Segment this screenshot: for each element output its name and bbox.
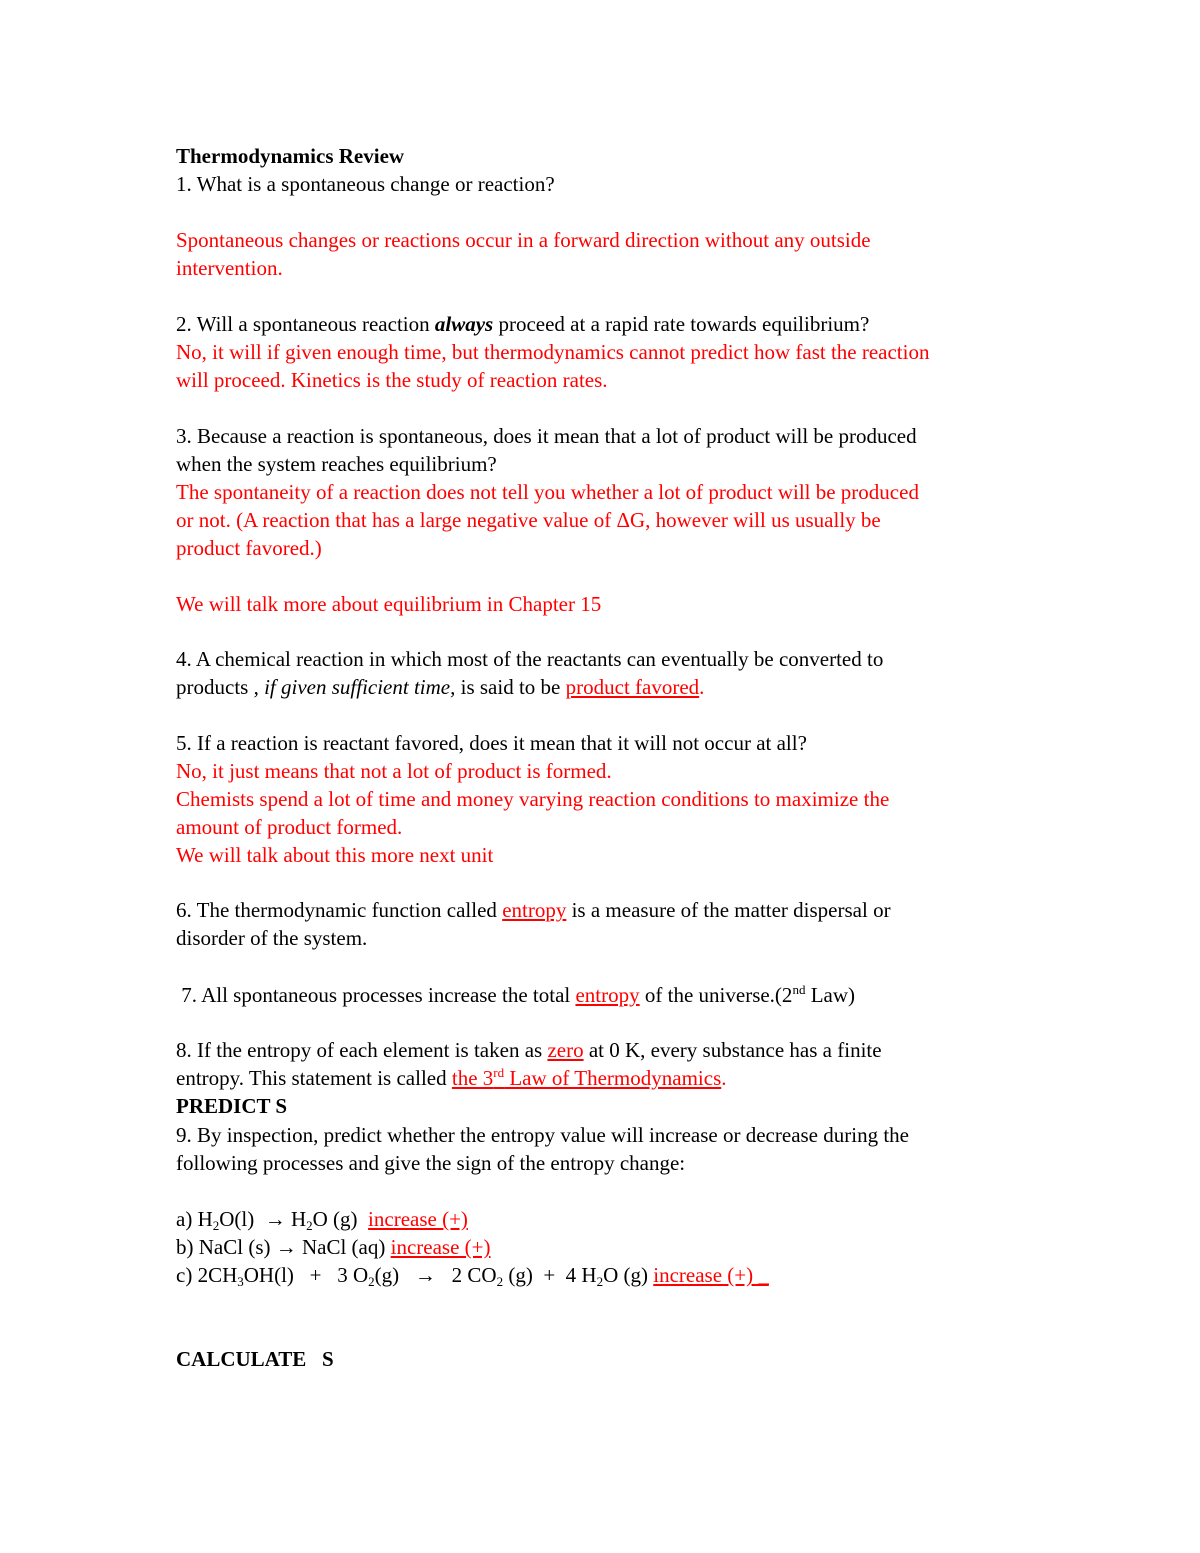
q9c-text-4: (g) + 4 H [503, 1263, 597, 1287]
question-8-line-2-prefix: entropy. This statement is called [176, 1066, 452, 1090]
answer-3-line-2: or not. (A reaction that has a large negative value of ΔG, however will us usually be [176, 508, 881, 532]
question-9b [176, 1233, 491, 1261]
answer-8-zero: zero [547, 1038, 584, 1062]
question-2-suffix: proceed at a rapid rate towards equilibrium? [493, 312, 870, 336]
q9c-text-2: OH(l) + 3 O [243, 1263, 369, 1287]
question-6-prefix: 6. The thermodynamic function called [176, 898, 503, 922]
question-9-line-1: 9. By inspection, predict whether the entropy value will increase or decrease during the [176, 1123, 909, 1147]
answer-5-line-3: amount of product formed. [176, 815, 403, 839]
q9a-text-1: a) H [176, 1207, 213, 1231]
q9a-subscript-1: 2 [212, 1218, 220, 1233]
answer-8-law-part-2: Law of Thermodynamics [504, 1066, 722, 1090]
question-9c [176, 1261, 769, 1289]
answer-3-line-1: The spontaneity of a reaction does not tell you whether a lot of product will be produced [176, 480, 919, 504]
answer-8-period: . [721, 1066, 727, 1090]
question-8-prefix: 8. If the entropy of each element is taken as [176, 1038, 548, 1062]
q9b-text: b) NaCl (s) → NaCl (aq) [176, 1235, 391, 1259]
answer-3-line-3: product favored.) [176, 536, 322, 560]
answer-4: product favored [565, 675, 700, 699]
answer-5-line-2: Chemists spend a lot of time and money varying reaction conditions to maximize the [176, 787, 890, 811]
q9c-text-3: (g) → 2 CO [374, 1263, 497, 1287]
question-5: 5. If a reaction is reactant favored, does it mean that it will not occur at all? [176, 731, 807, 755]
question-7-mid: of the universe.(2 [639, 983, 793, 1007]
q9c-text-5: O (g) [603, 1263, 654, 1287]
question-8-line-2 [176, 1064, 727, 1092]
section-heading-calculate: CALCULATE S [176, 1347, 334, 1371]
question-4-emphasis: if given sufficient time, [264, 675, 456, 699]
question-4-line-2 [176, 673, 704, 701]
question-2-prefix: 2. Will a spontaneous reaction [176, 312, 435, 336]
q9c-text-1: c) 2CH [176, 1263, 238, 1287]
answer-2-line-1: No, it will if given enough time, but thermodynamics cannot predict how fast the reaction [176, 340, 930, 364]
answer-1-line-2: intervention. [176, 256, 283, 280]
answer-5-line-1: No, it just means that not a lot of product is formed. [176, 759, 612, 783]
q9c-subscript-3: 2 [496, 1274, 504, 1289]
answer-6: entropy [502, 898, 567, 922]
question-9-line-2: following processes and give the sign of the entropy change: [176, 1151, 686, 1175]
question-4-prefix: products , [176, 675, 265, 699]
document-title: Thermodynamics Review [176, 144, 405, 168]
answer-9a: increase (+) [368, 1207, 468, 1231]
q9c-subscript-4: 2 [596, 1274, 604, 1289]
answer-5-line-4: We will talk about this more next unit [176, 843, 494, 867]
question-2 [176, 310, 869, 338]
answer-7: entropy [575, 983, 640, 1007]
question-7 [176, 981, 855, 1009]
answer-3-note: We will talk more about equilibrium in Chapter 15 [176, 592, 602, 616]
question-8-line-1 [176, 1036, 882, 1064]
q9c-subscript-1: 3 [237, 1274, 244, 1289]
answer-9c: increase (+) _ [653, 1263, 769, 1287]
question-7-suffix: Law) [805, 983, 855, 1007]
answer-8-law-part-1: the 3 [451, 1066, 494, 1090]
question-4-mid: is said to be [455, 675, 566, 699]
question-3-line-2: when the system reaches equilibrium? [176, 452, 497, 476]
answer-2-line-2: will proceed. Kinetics is the study of reaction rates. [176, 368, 608, 392]
answer-4-period: . [699, 675, 705, 699]
question-2-emphasis: always [434, 312, 494, 336]
question-9a [176, 1205, 468, 1233]
question-6-suffix: is a measure of the matter dispersal or [566, 898, 891, 922]
question-7-superscript: nd [792, 982, 806, 997]
question-6-line-2: disorder of the system. [176, 926, 368, 950]
question-1: 1. What is a spontaneous change or reaction? [176, 172, 555, 196]
answer-9b: increase (+) [390, 1235, 491, 1259]
q9a-subscript-2: 2 [306, 1218, 313, 1233]
answer-1-line-1: Spontaneous changes or reactions occur in a forward direction without any outside [176, 228, 871, 252]
question-6-line-1 [176, 896, 891, 924]
answer-8-law-superscript: rd [493, 1065, 505, 1080]
question-8-suffix: at 0 K, every substance has a finite [583, 1038, 882, 1062]
section-heading-predict: PREDICT S [176, 1094, 288, 1118]
q9a-text-2: O(l) → H [219, 1207, 307, 1231]
question-4-line-1: 4. A chemical reaction in which most of the reactants can eventually be converted to [176, 647, 884, 671]
answer-8-law [452, 1066, 721, 1090]
q9c-subscript-2: 2 [368, 1274, 375, 1289]
q9a-text-3: O (g) [312, 1207, 369, 1231]
question-3-line-1: 3. Because a reaction is spontaneous, does it mean that a lot of product will be produced [176, 424, 917, 448]
question-7-prefix: 7. All spontaneous processes increase the total [176, 983, 576, 1007]
